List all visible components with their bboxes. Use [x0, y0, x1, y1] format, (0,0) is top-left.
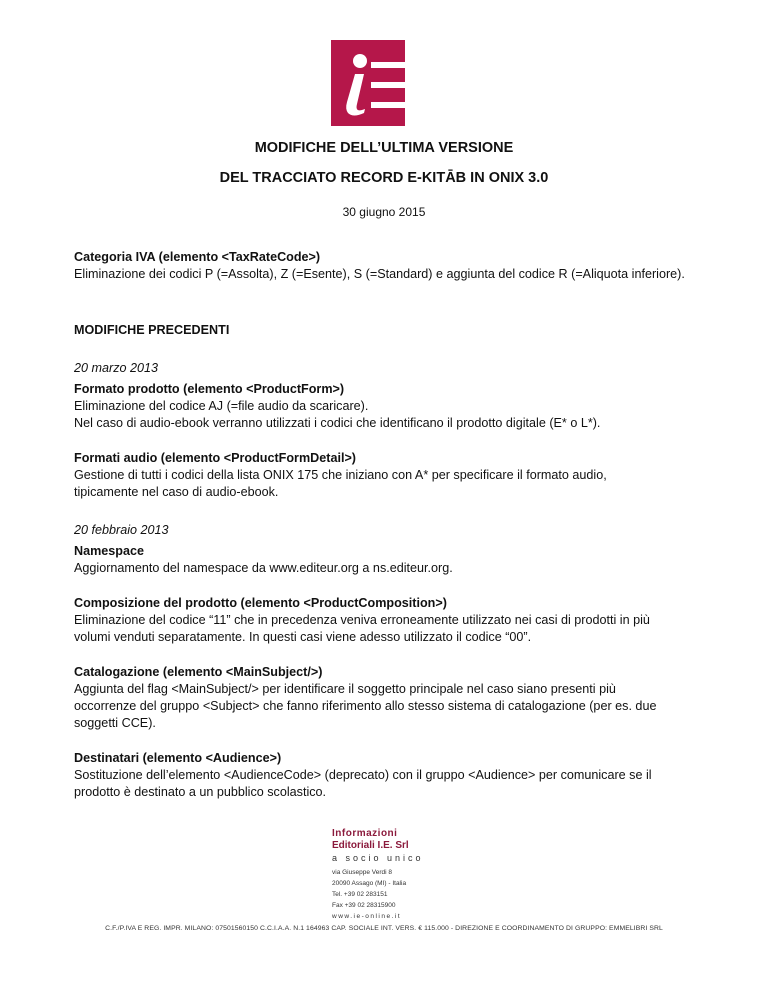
- company-website: www.ie-online.it: [332, 913, 402, 920]
- change-heading: Destinatari (elemento <Audience>): [74, 751, 282, 765]
- change-line: tipicamente nel caso di audio-ebook.: [74, 485, 279, 499]
- company-name-line-2: Editoriali I.E. Srl: [332, 840, 409, 851]
- document-date: 30 giugno 2015: [342, 205, 426, 219]
- change-line: soggetti CCE).: [74, 716, 156, 730]
- change-heading: Composizione del prodotto (elemento <ProductComposition>): [74, 596, 447, 610]
- change-line: Aggiunta del flag <MainSubject/> per identificare il soggetto principale nel caso siano presenti più: [74, 682, 616, 696]
- company-name-line-1: Informazioni: [332, 828, 398, 839]
- change-line: Eliminazione del codice “11” che in precedenza veniva erroneamente utilizzato nei casi di prodotti in più: [74, 613, 650, 627]
- change-item: [74, 664, 704, 732]
- latest-change-heading: Categoria IVA (elemento <TaxRateCode>): [74, 250, 321, 264]
- change-line: Eliminazione del codice AJ (=file audio da scaricare).: [74, 399, 369, 413]
- change-date-2: 20 febbraio 2013: [74, 523, 169, 537]
- title-line-2: DEL TRACCIATO RECORD E-KITĀB IN ONIX 3.0: [219, 170, 549, 186]
- change-heading: Formato prodotto (elemento <ProductForm>): [74, 382, 345, 396]
- company-name-line-3: a socio unico: [332, 853, 424, 863]
- change-line: prodotto è destinato a un pubblico scolastico.: [74, 785, 327, 799]
- change-line: Nel caso di audio-ebook verranno utilizzati i codici che identificano il prodotto digitale (E* o L*).: [74, 416, 601, 430]
- change-line: volumi venduti separatamente. In questi casi viene adesso utilizzato il codice “00”.: [74, 630, 532, 644]
- change-line: occorrenze del gruppo <Subject> che fanno riferimento allo stesso sistema di catalogazione (per es. due: [74, 699, 657, 713]
- change-item: [74, 750, 704, 801]
- company-tel: Tel. +39 02 283151: [332, 891, 388, 898]
- legal-footer: C.F./P.IVA E REG. IMPR. MILANO: 07501560150 C.C.I.A.A. N.1 164963 CAP. SOCIALE INT. VERS. € 115.000 - DIREZIONE E COORDINAMENTO DI GRUPPO: EMMELIBRI SRL: [105, 925, 663, 932]
- change-item: [74, 450, 704, 501]
- title-line-1: MODIFICHE DELL’ULTIMA VERSIONE: [254, 140, 514, 156]
- change-heading: Catalogazione (elemento <MainSubject/>): [74, 665, 323, 679]
- change-line: Aggiornamento del namespace da www.editeur.org a ns.editeur.org.: [74, 561, 453, 575]
- document-body: [74, 249, 704, 801]
- change-heading: Formati audio (elemento <ProductFormDetail>): [74, 451, 357, 465]
- ie-logo: [331, 40, 405, 126]
- change-date-1: 20 marzo 2013: [74, 361, 159, 375]
- change-line: Sostituzione dell’elemento <AudienceCode> (deprecato) con il gruppo <Audience> per comunicare se il: [74, 768, 652, 782]
- company-address: via Giuseppe Verdi 8: [332, 869, 392, 876]
- company-letterhead: [332, 828, 482, 922]
- latest-change-text: Eliminazione dei codici P (=Assolta), Z (=Esente), S (=Standard) e aggiunta del codice R (=Aliquota inferiore).: [74, 267, 685, 281]
- change-line: Gestione di tutti i codici della lista ONIX 175 che iniziano con A* per specificare il formato audio,: [74, 468, 607, 482]
- change-item: [74, 595, 704, 646]
- company-fax: Fax +39 02 28315900: [332, 902, 396, 909]
- company-city: 20090 Assago (MI) - Italia: [332, 880, 407, 887]
- change-heading: Namespace: [74, 544, 145, 558]
- previous-changes-heading: MODIFICHE PRECEDENTI: [74, 323, 230, 337]
- change-item: [74, 543, 704, 577]
- change-item: [74, 381, 704, 432]
